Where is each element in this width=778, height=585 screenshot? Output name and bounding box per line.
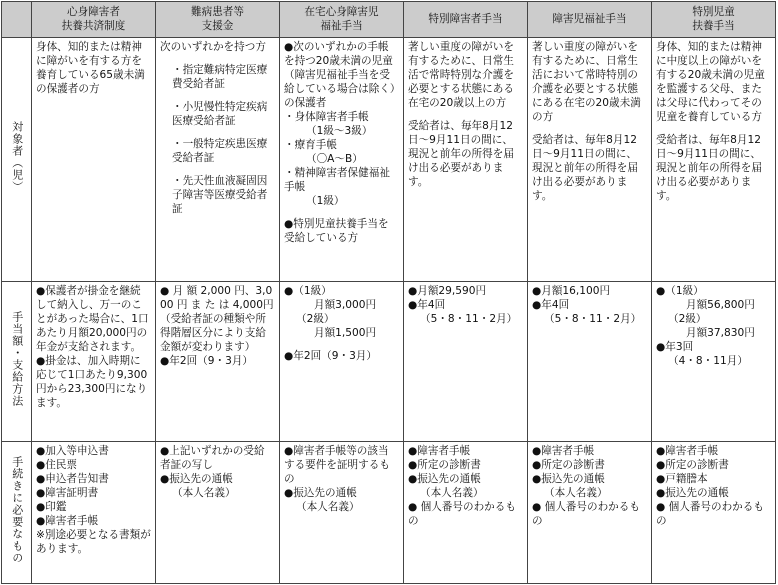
row-label-payment: 手当額・支給方法 bbox=[2, 282, 32, 442]
docs-special-child-support: ●障害者手帳 ●所定の診断書 ●戸籍謄本 ●振込先の通帳 ● 個人番号のわかるもの bbox=[652, 442, 776, 584]
payment-row bbox=[2, 282, 776, 442]
docs-home-child-allowance: ●障害者手帳等の該当する要件を証明するもの ●振込先の通帳 （本人名義） bbox=[280, 442, 404, 584]
welfare-allowance-table bbox=[1, 1, 776, 584]
row-label-target: 対象者（児） bbox=[2, 38, 32, 282]
payment-child-welfare: ●月額16,100円 ●年4回 （5・8・11・2月） bbox=[528, 282, 652, 442]
payment-special-child-support: ●（1級） 月額56,800円 （2級） 月額37,830円 ●年3回 （4・8・11月） bbox=[652, 282, 776, 442]
header-home-child-allowance: 在宅心身障害児 福祉手当 bbox=[280, 2, 404, 38]
corner-cell bbox=[2, 2, 32, 38]
docs-intractable-disease: ●上記いずれかの受給者証の写し ●振込先の通帳 （本人名義） bbox=[156, 442, 280, 584]
target-intractable-disease: 次のいずれかを持つ方 ・指定難病特定医療費受給者証 ・小児慢性特定疾病医療受給者証 ・一般特定疾患医療受給者証 ・先天性血液凝固因子障害等医療受給者証 bbox=[156, 38, 280, 282]
header-child-welfare: 障害児福祉手当 bbox=[528, 2, 652, 38]
payment-mutual-aid: ●保護者が掛金を継続して納入し、万一のことがあった場合に、1口あたり月額20,000円の年金が支給されます。 ●掛金は、加入時期に応じて1口あたり9,300円から23,300円になります。 bbox=[32, 282, 156, 442]
docs-child-welfare: ●障害者手帳 ●所定の診断書 ●振込先の通帳 （本人名義） ● 個人番号のわかるもの bbox=[528, 442, 652, 584]
target-mutual-aid: 身体、知的または精神に障がいを有する方を養育している65歳未満の保護者の方 bbox=[32, 38, 156, 282]
header-special-disability: 特別障害者手当 bbox=[404, 2, 528, 38]
docs-special-disability: ●障害者手帳 ●所定の診断書 ●振込先の通帳 （本人名義） ● 個人番号のわかるもの bbox=[404, 442, 528, 584]
row-label-documents: 手続きに必要なもの bbox=[2, 442, 32, 584]
target-special-child-support: 身体、知的または精神に中度以上の障がいを有する20歳未満の児童を監護する父母、または父母に代わってその児童を養育している方 受給者は、毎年8月12日～9月11日の間に、現況と前年の所得を届け出る必要があります。 bbox=[652, 38, 776, 282]
payment-home-child-allowance: ●（1級） 月額3,000円 （2級） 月額1,500円 ●年2回（9・3月） bbox=[280, 282, 404, 442]
docs-mutual-aid: ●加入等申込書 ●住民票 ●申込者告知書 ●障害証明書 ●印鑑 ●障害者手帳 ※別途必要となる書類があります。 bbox=[32, 442, 156, 584]
header-mutual-aid: 心身障害者 扶養共済制度 bbox=[32, 2, 156, 38]
header-special-child-support: 特別児童 扶養手当 bbox=[652, 2, 776, 38]
header-row bbox=[2, 2, 776, 38]
header-intractable-disease: 難病患者等 支援金 bbox=[156, 2, 280, 38]
target-child-welfare: 著しい重度の障がいを有するために、日常生活において常時特別の介護を必要とする状態にある在宅の20歳未満の方 受給者は、毎年8月12日～9月11日の間に、現況と前年の所得を届け出る必要があります。 bbox=[528, 38, 652, 282]
payment-intractable-disease: ● 月 額 2,000 円、3,000 円 ま た は 4,000円 （受給者証の種類や所得階層区分により支給金額が変わります） ●年2回（9・3月） bbox=[156, 282, 280, 442]
target-special-disability: 著しい重度の障がいを有するために、日常生活で常時特別な介護を必要とする状態にある在宅の20歳以上の方 受給者は、毎年8月12日～9月11日の間に、現況と前年の所得を届け出る必要があります。 bbox=[404, 38, 528, 282]
documents-row bbox=[2, 442, 776, 584]
payment-special-disability: ●月額29,590円 ●年4回 （5・8・11・2月） bbox=[404, 282, 528, 442]
target-home-child-allowance: ●次のいずれかの手帳を持つ20歳未満の児童（障害児福祉手当を受給している場合は除く）の保護者 ・身体障害者手帳 （1級～3級） ・療育手帳 （〇A～B） ・精神障害者保健福祉手帳 （1級） ●特別児童扶養手当を受給している方 bbox=[280, 38, 404, 282]
target-row bbox=[2, 38, 776, 282]
